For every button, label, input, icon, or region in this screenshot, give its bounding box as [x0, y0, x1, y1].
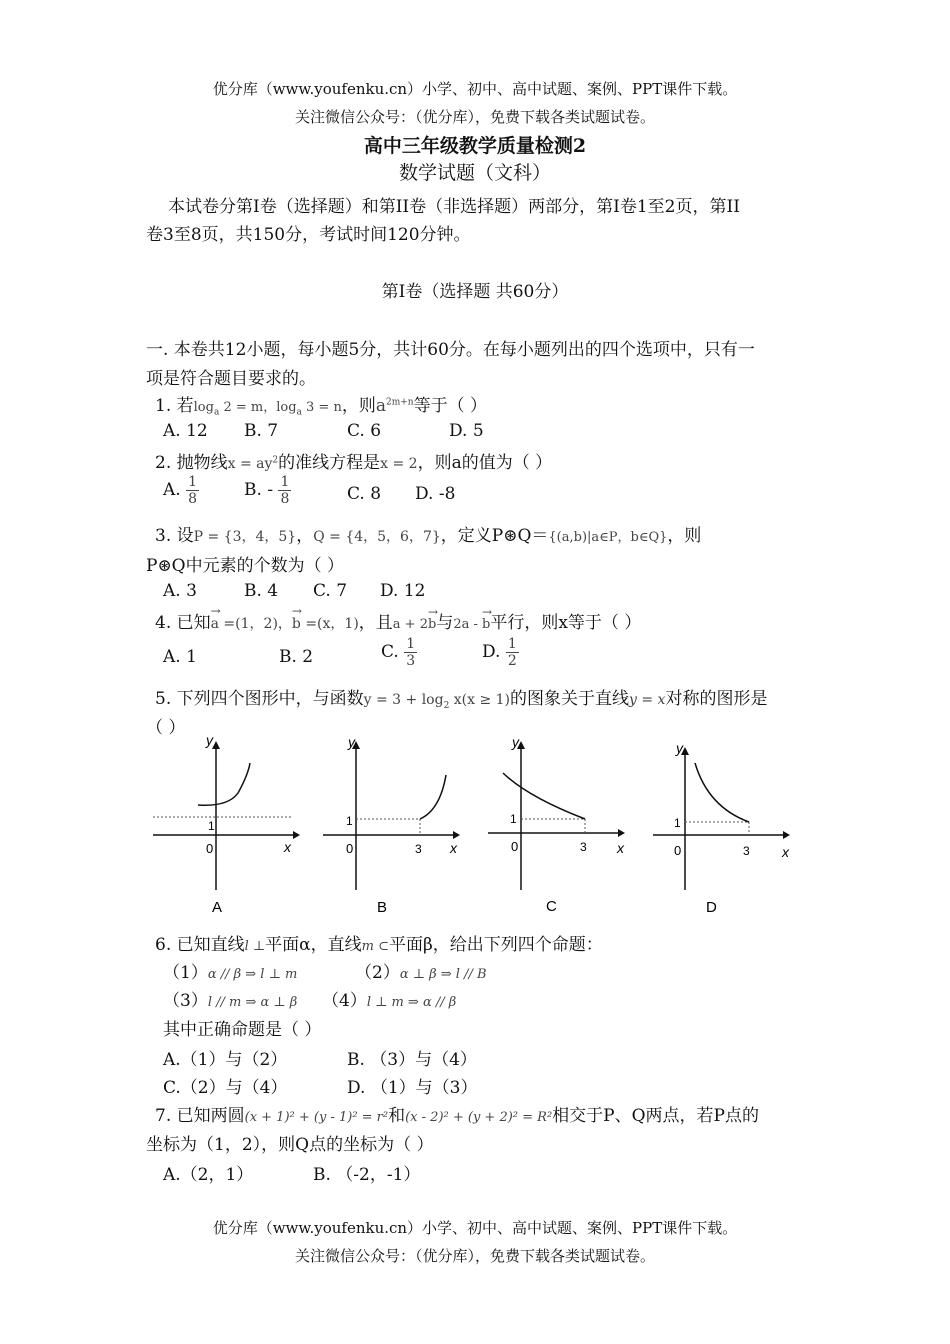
q3-set-p: P = {3，4，5} [193, 529, 297, 545]
q3-option-c: C. 7 [313, 581, 348, 601]
graph-a-x-arrow [293, 831, 300, 839]
graph-c-y-label: y [512, 735, 519, 750]
section-title: 第I卷（选择题 共60分） [381, 282, 569, 302]
graph-d-x-label: x [782, 844, 789, 860]
q1-log1-base: a [213, 407, 220, 418]
graph-d-curve [695, 763, 749, 822]
graph-b [323, 735, 460, 916]
q7-option-a: A.（2，1） [163, 1165, 254, 1185]
q6-option-c: C.（2）与（4） [163, 1078, 288, 1098]
graph-d-x-arrow [783, 831, 790, 839]
graph-b-tick-3: 3 [415, 842, 422, 856]
q6-prop-3-label: （3） [163, 991, 208, 1011]
q4-option-a: A. 1 [163, 647, 197, 667]
footer-line-2: 关注微信公众号：（优分库），免费下载各类试题试卷。 [294, 1247, 655, 1265]
q3-option-d: D. 12 [380, 581, 426, 601]
q1-exponent: 2m+n [385, 397, 414, 408]
q6-prefix: 6. 已知直线 [155, 935, 245, 955]
q6-option-d: D. （1）与（3） [347, 1078, 478, 1098]
q1-option-b: B. 7 [244, 421, 279, 441]
graph-a-curve [198, 763, 250, 805]
q3-set-q: Q = {4，5，6，7} [313, 529, 441, 545]
q6-prop-2-label: （2） [355, 963, 400, 983]
q6-m: m ⊂ [361, 939, 389, 954]
graph-a-tick-1: 1 [208, 819, 215, 833]
graph-b-curve [420, 775, 446, 819]
q4-d-num: 1 [507, 636, 517, 652]
graph-d-label: D [706, 899, 717, 916]
q2-suffix: ，则a的值为（ ） [417, 453, 553, 473]
q5-prefix: 5. 下列四个图形中，与函数 [155, 689, 364, 709]
q2-a-num: 1 [188, 474, 198, 490]
q2-option-b [244, 474, 291, 507]
q2-mid: 的准线方程是 [278, 453, 381, 473]
q7-option-b: B. （-2，-1） [313, 1165, 421, 1185]
graph-c-x-arrow [618, 829, 625, 837]
q1-option-a: A. 12 [163, 421, 208, 441]
q4-option-d-fraction [506, 636, 519, 669]
graph-a-origin: 0 [206, 841, 214, 856]
q3-sep: ， [296, 526, 314, 546]
q1-option-c: C. 6 [347, 421, 382, 441]
q6-mid2: 平面β，给出下列四个命题： [388, 935, 603, 955]
q2-option-c: C. 8 [347, 484, 382, 504]
q3-suffix: ，则 [667, 526, 702, 546]
q3-definition: {(a,b)|a∈P，b∈Q} [548, 530, 668, 545]
q4-option-c-label: C. [381, 642, 399, 662]
q5-line-2: （ ） [146, 718, 186, 738]
q5-line: y = x [629, 692, 666, 708]
header-line-2: 关注微信公众号：（优分库），免费下载各类试题试卷。 [294, 108, 655, 126]
q4-option-c-fraction [404, 636, 417, 669]
q7-circle-1: (x + 1)² + (y - 1)² = r² [244, 1110, 389, 1125]
q5-expr: y = 3 + log [363, 692, 444, 708]
question-7 [155, 1101, 759, 1126]
q6-prop-2 [355, 958, 487, 983]
q4-vector-a: → a [211, 616, 219, 632]
q6-prop-3 [163, 986, 297, 1011]
q3-mid: ，定义P⊛Q＝ [440, 526, 549, 546]
graph-a-x-label: x [284, 839, 291, 855]
q3-prefix: 3. 设 [155, 526, 194, 546]
q6-mid1: 平面α，直线 [265, 935, 362, 955]
q1-log2-base: a [296, 407, 302, 418]
graph-d [653, 740, 790, 916]
question-3 [155, 521, 701, 546]
graph-b-x-arrow [453, 831, 460, 839]
q4-prefix: 4. 已知 [155, 613, 211, 633]
q6-prop-1 [163, 958, 297, 983]
q1-mid: ，则 [341, 396, 376, 416]
q4-a-value: =(1，2)， [218, 616, 292, 632]
graph-c-origin: 0 [511, 839, 519, 854]
q2-option-a [163, 474, 199, 507]
graph-b-x-label: x [450, 840, 457, 856]
q2-expr: x = ay [227, 456, 273, 472]
q7-line-2: 坐标为（1，2），则Q点的坐标为（ ） [146, 1135, 434, 1155]
q4-option-d-label: D. [482, 642, 501, 662]
q2-option-b-fraction [278, 474, 291, 507]
header-line-1: 优分库（www.youfenku.cn）小学、初中、高中试题、案例、PPT课件下载。 [212, 80, 738, 98]
q6-prop-1-label: （1） [163, 963, 208, 983]
instructions-line-2: 项是符合题目要求的。 [146, 369, 316, 389]
q4-vector-b: → b [292, 616, 301, 632]
q6-ask: 其中正确命题是（ ） [163, 1020, 322, 1040]
q4-with: 与 [436, 613, 454, 633]
graph-a-y-label: y [206, 735, 213, 748]
question-2 [155, 448, 552, 473]
q4-b-value: =(x，1) [300, 616, 359, 632]
q6-prop-3-expr: l // m ⇒ α ⊥ β [207, 995, 298, 1010]
q4-c-den: 3 [406, 653, 416, 669]
q7-circle-2: (x - 2)² + (y + 2)² = R² [405, 1110, 553, 1125]
q5-expr-tail: x(x ≥ 1) [449, 692, 511, 708]
graph-b-origin: 0 [346, 841, 354, 856]
graph-c-label: C [546, 898, 557, 915]
q3-line-2: P⊛Q中元素的个数为（ ） [146, 556, 345, 576]
q3-option-a: A. 3 [163, 581, 197, 601]
q6-option-a: A.（1）与（2） [163, 1050, 288, 1070]
q6-prop-4-label: （4） [322, 991, 367, 1011]
q2-exponent: 2 [272, 455, 279, 466]
q6-prop-2-expr: α ⊥ β ⇒ l // B [399, 967, 487, 982]
page-title: 高中三年级教学质量检测2 [363, 135, 587, 157]
q4-option-c [381, 636, 417, 669]
q2-expr2: x = 2 [380, 456, 418, 472]
graph-a-label: A [212, 899, 223, 916]
q6-prop-1-expr: α // β ⇒ l ⊥ m [207, 967, 298, 982]
graph-d-origin: 0 [674, 843, 682, 858]
q1-prefix: 1. 若 [155, 396, 194, 416]
intro-line-1: 本试卷分第I卷（选择题）和第II卷（非选择题）两部分，第I卷1至2页，第II [168, 197, 740, 217]
q4-expr1-b: → b [428, 617, 436, 632]
q3-option-b: B. 4 [244, 581, 279, 601]
q1-suffix: 等于（ ） [413, 396, 487, 416]
q5-log-base: 2 [443, 700, 450, 711]
q4-c-num: 1 [406, 636, 416, 652]
instructions-line-1: 一. 本卷共12小题，每小题5分，共计60分。在每小题列出的四个选项中，只有一 [146, 340, 755, 360]
q2-prefix: 2. 抛物线 [155, 453, 228, 473]
q4-option-b: B. 2 [279, 647, 314, 667]
q4-d-den: 2 [507, 653, 517, 669]
graph-c-tick-1: 1 [510, 812, 517, 826]
q2-b-num: 1 [280, 474, 290, 490]
graph-c-tick-3: 3 [580, 840, 587, 854]
q4-mid: ，且 [358, 613, 393, 633]
q1-option-d: D. 5 [449, 421, 484, 441]
q7-and: 和 [388, 1106, 406, 1126]
q2-option-b-label: B. [244, 480, 262, 500]
graph-d-tick-1: 1 [674, 816, 681, 830]
graph-b-tick-1: 1 [346, 814, 353, 828]
q1-log1-rest: 2 = m， [219, 400, 277, 415]
q5-suffix: 对称的图形是 [665, 689, 768, 709]
graph-c [488, 735, 625, 915]
graph-b-y-label: y [348, 735, 355, 750]
q7-prefix: 7. 已知两圆 [155, 1106, 245, 1126]
graph-d-y-label: y [676, 740, 683, 756]
page-subtitle: 数学试题（文科） [398, 162, 551, 184]
q1-log1: log [193, 400, 214, 415]
q4-expr1-a: a + 2 [392, 617, 428, 632]
q2-option-a-label: A. [163, 480, 181, 500]
intro-line-2: 卷3至8页，共150分，考试时间120分钟。 [146, 225, 471, 245]
q6-option-b: B. （3）与（4） [347, 1050, 477, 1070]
footer-line-1: 优分库（www.youfenku.cn）小学、初中、高中试题、案例、PPT课件下载。 [212, 1219, 738, 1237]
q4-suffix: 平行，则x等于（ ） [490, 613, 642, 633]
graph-a [153, 735, 300, 916]
q6-prop-4 [322, 986, 456, 1011]
q4-option-d [482, 636, 519, 669]
graph-d-tick-3: 3 [743, 844, 750, 858]
q2-a-den: 8 [188, 491, 198, 507]
q1-log2: log [276, 400, 297, 415]
q1-base: a [375, 396, 386, 416]
graph-c-x-label: x [617, 840, 624, 856]
q2-option-a-fraction [186, 474, 199, 507]
question-5 [155, 684, 767, 711]
q4-expr2-b: → b [482, 617, 490, 632]
q1-log2-rest: 3 = n [301, 400, 342, 415]
graph-b-label: B [377, 899, 388, 916]
graph-a-y-arrow [212, 741, 220, 749]
q2-option-d: D. -8 [415, 484, 456, 504]
question-4 [155, 608, 641, 633]
q5-mid: 的图象关于直线 [510, 689, 630, 709]
q7-suffix: 相交于P、Q两点，若P点的 [552, 1106, 759, 1126]
q2-b-den: 8 [280, 491, 290, 507]
question-1 [155, 391, 487, 418]
question-6 [155, 930, 603, 955]
q6-prop-4-expr: l ⊥ m ⇒ α // β [366, 995, 457, 1010]
q5-graphs [148, 735, 808, 920]
q2-option-b-minus: - [267, 480, 274, 500]
q4-expr2-a: 2a - [453, 617, 482, 632]
q6-l: l ⊥ [244, 939, 266, 954]
